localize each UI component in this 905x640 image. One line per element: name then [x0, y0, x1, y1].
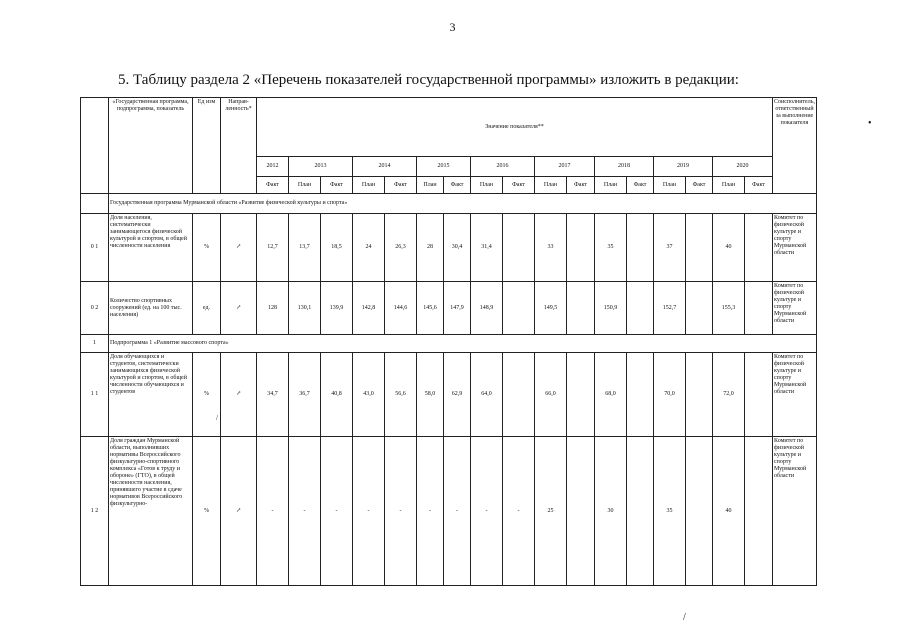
value-cell [503, 353, 535, 437]
value-cell: 68,0 [595, 353, 627, 437]
value-cell: 66,0 [535, 353, 567, 437]
value-cell [503, 214, 535, 282]
row-direction: ↗ [221, 282, 257, 335]
subprogram-title-cell: Подпрограмма 1 «Развитие массового спорта» [109, 335, 817, 353]
value-cell: 145,6 [417, 282, 444, 335]
value-cell: 34,7 [257, 353, 289, 437]
value-cell [745, 437, 773, 586]
value-cell: 139,9 [321, 282, 353, 335]
value-cell: 128 [257, 282, 289, 335]
value-cell [567, 214, 595, 282]
sub-header-cell: План [471, 177, 503, 194]
sub-header-cell: Факт [686, 177, 713, 194]
value-cell: 142,8 [353, 282, 385, 335]
value-cell [745, 282, 773, 335]
value-cell [686, 353, 713, 437]
row-name: Доля населения, систематически занимающегося физической культурой и спортом, в общей численности населения [109, 214, 193, 282]
year-cell: 2015 [417, 157, 471, 177]
table-row [81, 437, 817, 586]
value-cell: 40,8 [321, 353, 353, 437]
value-cell: - [471, 437, 503, 586]
row-unit: % [193, 353, 221, 437]
sub-header-cell: План [595, 177, 627, 194]
header-name-cell: «Государственная программа, подпрограмма, показатель [109, 98, 193, 194]
value-cell: 12,7 [257, 214, 289, 282]
sub-header-cell: Факт [627, 177, 654, 194]
page-number: 3 [449, 20, 456, 34]
value-cell [686, 282, 713, 335]
value-cell: - [289, 437, 321, 586]
value-cell: 13,7 [289, 214, 321, 282]
value-cell: 30,4 [444, 214, 471, 282]
header-unit-cell: Ед изм [193, 98, 221, 194]
value-cell: 144,6 [385, 282, 417, 335]
year-cell: 2012 [257, 157, 289, 177]
value-cell: 130,1 [289, 282, 321, 335]
value-cell: 35 [654, 437, 686, 586]
value-cell [745, 214, 773, 282]
row-executor: Комитет по физической культуре и спорту Мурманской области [773, 282, 817, 335]
value-cell [627, 214, 654, 282]
sub-header-cell: План [713, 177, 745, 194]
header-values-cell: Значение показателя** [257, 98, 773, 157]
sub-header-cell: План [417, 177, 444, 194]
row-num: 1 2 [81, 437, 109, 586]
year-cell: 2019 [654, 157, 713, 177]
value-cell: 58,0 [417, 353, 444, 437]
year-cell: 2014 [353, 157, 417, 177]
year-cell: 2018 [595, 157, 654, 177]
row-num: 0 2 [81, 282, 109, 335]
row-name: Доля обучающихся и студентов, систематически занимающихся физической культурой и спортом, в общей численности обучающихся и студентов [109, 353, 193, 437]
row-executor: Комитет по физической культуре и спорту Мурманской области [773, 214, 817, 282]
program-num-cell [81, 194, 109, 214]
sub-header-cell: Факт [567, 177, 595, 194]
value-cell: 147,9 [444, 282, 471, 335]
value-cell: 40 [713, 437, 745, 586]
value-cell [567, 353, 595, 437]
value-cell [627, 282, 654, 335]
year-cell: 2013 [289, 157, 353, 177]
year-cell: 2016 [471, 157, 535, 177]
value-cell: 18,5 [321, 214, 353, 282]
value-cell: 149,5 [535, 282, 567, 335]
value-cell: 152,7 [654, 282, 686, 335]
sub-header-cell: План [654, 177, 686, 194]
value-cell: 62,9 [444, 353, 471, 437]
table-row [81, 214, 817, 282]
row-name: Доля граждан Мурманской области, выполнивших нормативы Всероссийского физкультурно-спортивного комплекса «Готов к труду и обороне» (ГТО), в общей численности населения, принявшего участие в сдаче нормативов Всероссийского физкультурно- [109, 437, 193, 586]
value-cell: 26,3 [385, 214, 417, 282]
value-cell: 148,9 [471, 282, 503, 335]
value-cell: - [417, 437, 444, 586]
value-cell: 56,6 [385, 353, 417, 437]
sub-header-cell: Факт [745, 177, 773, 194]
row-num: 0 1 [81, 214, 109, 282]
header-direction-cell: Направ-ленность* [221, 98, 257, 194]
value-cell: - [503, 437, 535, 586]
row-unit: ед. [193, 282, 221, 335]
value-cell: 70,0 [654, 353, 686, 437]
sub-header-cell: Факт [385, 177, 417, 194]
value-cell [627, 353, 654, 437]
value-cell: 30 [595, 437, 627, 586]
row-num: 1 1 [81, 353, 109, 437]
program-title-cell: Государственная программа Мурманской области «Развитие физической культуры и спорта» [109, 194, 817, 214]
indicators-table [80, 97, 817, 586]
sub-header-cell: Факт [444, 177, 471, 194]
header-executor-cell: Соисполнитель, ответственный за выполнение показателя [773, 98, 817, 194]
row-direction: ↗ [221, 353, 257, 437]
value-cell [567, 437, 595, 586]
value-cell: 35 [595, 214, 627, 282]
value-cell: 43,0 [353, 353, 385, 437]
value-cell: - [385, 437, 417, 586]
value-cell: - [321, 437, 353, 586]
value-cell [686, 437, 713, 586]
row-executor: Комитет по физической культуре и спорту Мурманской области [773, 437, 817, 586]
row-direction: ↗ [221, 214, 257, 282]
value-cell: - [353, 437, 385, 586]
value-cell [567, 282, 595, 335]
header-num-cell [81, 98, 109, 194]
sub-header-cell: Факт [321, 177, 353, 194]
value-cell: 64,0 [471, 353, 503, 437]
value-cell: 31,4 [471, 214, 503, 282]
table-row [81, 353, 817, 437]
value-cell: 37 [654, 214, 686, 282]
value-cell: 150,9 [595, 282, 627, 335]
section-heading: 5. Таблицу раздела 2 «Перечень показателей государственной программы» изложить в редакции: [118, 72, 739, 88]
row-name: Количество спортивных сооружений (ед. на 100 тыс. населения) [109, 282, 193, 335]
sub-header-cell: Факт [257, 177, 289, 194]
row-unit: % [193, 214, 221, 282]
row-unit: % [193, 437, 221, 586]
stray-dot-mark: • [868, 118, 872, 129]
value-cell: 24 [353, 214, 385, 282]
sub-header-cell: План [353, 177, 385, 194]
subprogram-num-cell: 1 [81, 335, 109, 353]
year-cell: 2017 [535, 157, 595, 177]
value-cell: - [257, 437, 289, 586]
year-cell: 2020 [713, 157, 773, 177]
value-cell: 25 [535, 437, 567, 586]
row-direction: ↗ [221, 437, 257, 586]
value-cell: 40 [713, 214, 745, 282]
value-cell: 155,3 [713, 282, 745, 335]
sub-header-cell: Факт [503, 177, 535, 194]
value-cell: - [444, 437, 471, 586]
value-cell: 36,7 [289, 353, 321, 437]
sub-header-cell: План [535, 177, 567, 194]
value-cell: 33 [535, 214, 567, 282]
value-cell [627, 437, 654, 586]
stray-tick-mark: / [683, 612, 686, 623]
row-executor: Комитет по физической культуре и спорту Мурманской области [773, 353, 817, 437]
stray-small-mark: / [216, 414, 218, 422]
value-cell: 72,0 [713, 353, 745, 437]
table-row [81, 282, 817, 335]
value-cell [745, 353, 773, 437]
value-cell: 28 [417, 214, 444, 282]
value-cell [503, 282, 535, 335]
sub-header-cell: План [289, 177, 321, 194]
value-cell [686, 214, 713, 282]
